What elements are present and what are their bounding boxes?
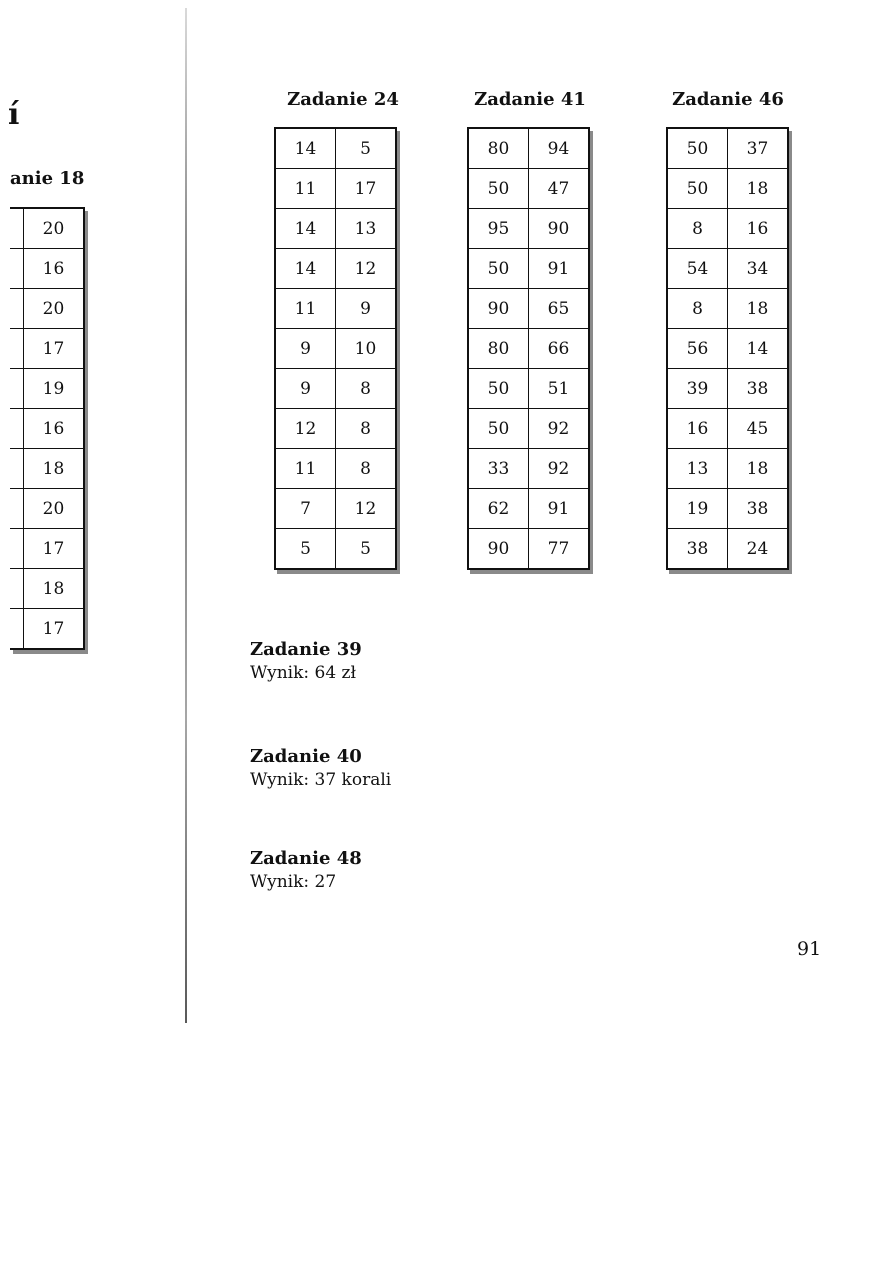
table-row xyxy=(667,209,788,249)
result-title-zadanie-39: Zadanie 39 xyxy=(250,639,362,660)
table-row xyxy=(667,249,788,289)
table-cell: 38 xyxy=(728,489,789,529)
table-row xyxy=(468,209,589,249)
table-row xyxy=(275,209,396,249)
table-cell: 12 xyxy=(336,249,397,289)
table-cell: 9 xyxy=(275,329,336,369)
table-row xyxy=(275,449,396,489)
table-row xyxy=(275,289,396,329)
table-title-zadanie-24: Zadanie 24 xyxy=(287,89,399,110)
table-row xyxy=(10,489,84,529)
table-cell: 90 xyxy=(529,209,590,249)
table-cell: 77 xyxy=(529,529,590,570)
table-cell: 14 xyxy=(275,128,336,169)
table-cell: 50 xyxy=(468,409,529,449)
left-page-heading-fragment: í xyxy=(8,97,20,132)
table-cell: 9 xyxy=(275,369,336,409)
table-cell: 19 xyxy=(24,369,85,409)
table-cell-cropped xyxy=(10,449,24,489)
table-cell: 50 xyxy=(667,128,728,169)
result-value-zadanie-48: Wynik: 27 xyxy=(250,872,337,892)
table-cell: 51 xyxy=(529,369,590,409)
table-cell-cropped xyxy=(10,329,24,369)
table-cell: 90 xyxy=(468,529,529,570)
table-row xyxy=(667,128,788,169)
table-cell-cropped xyxy=(10,569,24,609)
table-row xyxy=(468,449,589,489)
table-cell: 24 xyxy=(728,529,789,570)
table-row xyxy=(468,169,589,209)
table-cell: 5 xyxy=(275,529,336,570)
table-cell: 92 xyxy=(529,449,590,489)
table-cell: 16 xyxy=(24,409,85,449)
table-cell-cropped xyxy=(10,208,24,249)
table-row xyxy=(468,409,589,449)
table-cell: 18 xyxy=(728,169,789,209)
table-cell: 19 xyxy=(667,489,728,529)
table-cell: 54 xyxy=(667,249,728,289)
table-cell: 5 xyxy=(336,128,397,169)
table-cell: 14 xyxy=(728,329,789,369)
table-cell: 34 xyxy=(728,249,789,289)
table-row xyxy=(275,128,396,169)
result-value-zadanie-40: Wynik: 37 korali xyxy=(250,770,392,790)
table-row xyxy=(10,569,84,609)
table-title-zadanie-46: Zadanie 46 xyxy=(672,89,784,110)
table-cell: 38 xyxy=(667,529,728,570)
result-value-zadanie-39: Wynik: 64 zł xyxy=(250,663,357,683)
table-row xyxy=(468,289,589,329)
table-cell: 18 xyxy=(24,569,85,609)
table-cell: 17 xyxy=(336,169,397,209)
table-cell-cropped xyxy=(10,249,24,289)
table-cell-cropped xyxy=(10,489,24,529)
table-cell: 16 xyxy=(728,209,789,249)
table-cell: 8 xyxy=(336,449,397,489)
table-row xyxy=(468,529,589,570)
answer-table-zadanie-24 xyxy=(274,127,397,570)
table-cell: 45 xyxy=(728,409,789,449)
table-row xyxy=(275,329,396,369)
table-cell: 62 xyxy=(468,489,529,529)
table-cell: 17 xyxy=(24,609,85,650)
table-cell: 50 xyxy=(468,369,529,409)
table-cell: 9 xyxy=(336,289,397,329)
table-cell: 13 xyxy=(336,209,397,249)
table-cell: 16 xyxy=(667,409,728,449)
result-title-zadanie-40: Zadanie 40 xyxy=(250,746,362,767)
page-number: 91 xyxy=(797,938,822,960)
table-cell: 20 xyxy=(24,489,85,529)
table-row xyxy=(468,329,589,369)
table-row xyxy=(468,128,589,169)
table-cell-cropped xyxy=(10,609,24,650)
table-cell: 92 xyxy=(529,409,590,449)
table-cell: 94 xyxy=(529,128,590,169)
table-cell: 8 xyxy=(336,409,397,449)
table-row xyxy=(10,369,84,409)
table-cell: 33 xyxy=(468,449,529,489)
table-row xyxy=(667,289,788,329)
table-cell: 80 xyxy=(468,329,529,369)
table-row xyxy=(10,529,84,569)
table-row xyxy=(275,169,396,209)
table-row xyxy=(10,449,84,489)
table-cell-cropped xyxy=(10,529,24,569)
table-cell: 17 xyxy=(24,529,85,569)
table-cell-cropped xyxy=(10,409,24,449)
result-title-zadanie-48: Zadanie 48 xyxy=(250,848,362,869)
page-gutter-line xyxy=(185,8,187,1023)
table-row xyxy=(468,489,589,529)
table-cell: 8 xyxy=(667,289,728,329)
table-cell: 37 xyxy=(728,128,789,169)
table-cell: 11 xyxy=(275,449,336,489)
left-table-title: anie 18 xyxy=(10,168,85,189)
table-cell: 12 xyxy=(336,489,397,529)
table-cell: 13 xyxy=(667,449,728,489)
table-cell: 47 xyxy=(529,169,590,209)
table-row xyxy=(468,249,589,289)
table-row xyxy=(10,249,84,289)
table-cell: 38 xyxy=(728,369,789,409)
table-cell: 90 xyxy=(468,289,529,329)
table-row xyxy=(10,208,84,249)
table-row xyxy=(275,249,396,289)
table-cell: 18 xyxy=(728,449,789,489)
table-row xyxy=(667,329,788,369)
table-row xyxy=(468,369,589,409)
table-cell: 50 xyxy=(468,249,529,289)
table-cell: 65 xyxy=(529,289,590,329)
table-cell: 95 xyxy=(468,209,529,249)
table-cell: 12 xyxy=(275,409,336,449)
table-cell: 20 xyxy=(24,289,85,329)
table-cell: 18 xyxy=(728,289,789,329)
table-row xyxy=(667,449,788,489)
table-row xyxy=(275,409,396,449)
table-cell: 39 xyxy=(667,369,728,409)
table-cell: 91 xyxy=(529,489,590,529)
table-cell: 11 xyxy=(275,289,336,329)
table-row xyxy=(10,329,84,369)
table-cell: 8 xyxy=(667,209,728,249)
table-cell: 66 xyxy=(529,329,590,369)
table-cell: 50 xyxy=(468,169,529,209)
table-cell: 11 xyxy=(275,169,336,209)
table-row xyxy=(10,409,84,449)
table-cell: 8 xyxy=(336,369,397,409)
table-row xyxy=(10,609,84,650)
table-cell: 80 xyxy=(468,128,529,169)
table-cell: 50 xyxy=(667,169,728,209)
table-cell: 14 xyxy=(275,249,336,289)
table-cell: 91 xyxy=(529,249,590,289)
table-row xyxy=(667,369,788,409)
table-cell: 56 xyxy=(667,329,728,369)
table-cell: 16 xyxy=(24,249,85,289)
table-row xyxy=(667,169,788,209)
table-row xyxy=(275,369,396,409)
table-row xyxy=(667,489,788,529)
table-row xyxy=(667,529,788,570)
table-title-zadanie-41: Zadanie 41 xyxy=(474,89,586,110)
table-row xyxy=(667,409,788,449)
table-cell: 14 xyxy=(275,209,336,249)
table-cell-cropped xyxy=(10,369,24,409)
table-cell: 10 xyxy=(336,329,397,369)
table-row xyxy=(275,489,396,529)
answer-table-zadanie-41 xyxy=(467,127,590,570)
table-row xyxy=(275,529,396,570)
table-cell: 20 xyxy=(24,208,85,249)
table-cell: 18 xyxy=(24,449,85,489)
table-cell: 5 xyxy=(336,529,397,570)
table-cell: 7 xyxy=(275,489,336,529)
table-cell: 17 xyxy=(24,329,85,369)
table-row xyxy=(10,289,84,329)
table-cell-cropped xyxy=(10,289,24,329)
answer-table-zadanie-46 xyxy=(666,127,789,570)
left-answer-table xyxy=(10,207,85,650)
